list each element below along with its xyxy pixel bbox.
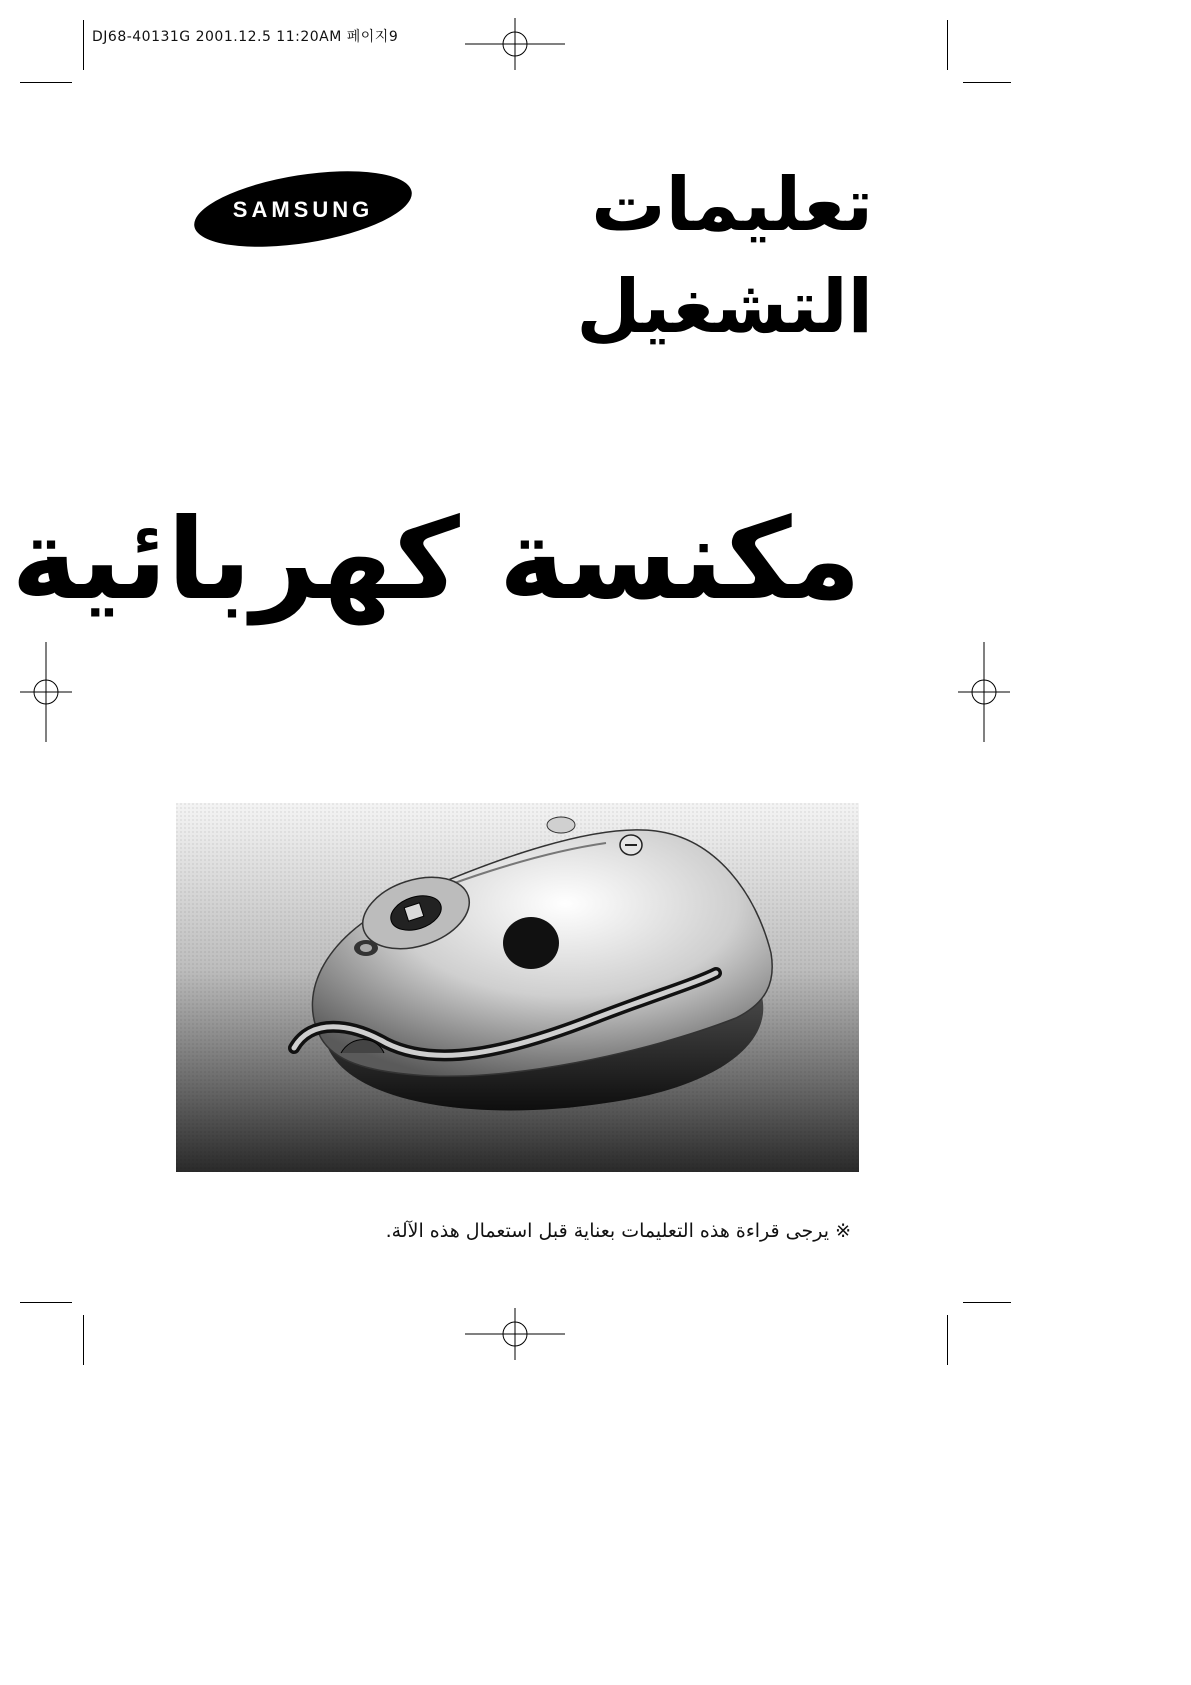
crop-mark bbox=[963, 82, 1011, 83]
note-text: يرجى قراءة هذه التعليمات بعناية قبل استعمال هذه الآلة. bbox=[385, 1220, 830, 1242]
reading-note bbox=[386, 1220, 851, 1242]
registration-mark-icon bbox=[465, 1308, 565, 1360]
registration-mark-icon bbox=[465, 18, 565, 70]
samsung-logo bbox=[192, 168, 414, 250]
crop-mark bbox=[963, 1302, 1011, 1303]
crop-mark bbox=[83, 1315, 84, 1365]
registration-mark-icon bbox=[20, 642, 72, 742]
logo-wordmark: SAMSUNG bbox=[232, 197, 374, 222]
note-mark-icon: ※ bbox=[835, 1220, 851, 1242]
crop-mark bbox=[947, 1315, 948, 1365]
crop-mark bbox=[947, 20, 948, 70]
print-header: DJ68-40131G 2001.12.5 11:20AM 페이지9 bbox=[92, 29, 399, 45]
product-title: مكنسة كهربائية bbox=[11, 495, 861, 625]
crop-mark bbox=[20, 1302, 72, 1303]
vacuum-cleaner-image bbox=[176, 803, 859, 1172]
manual-title-line2: التشغيل bbox=[576, 264, 873, 350]
crop-mark bbox=[83, 20, 84, 70]
manual-title-line1: تعليمات bbox=[591, 162, 873, 248]
crop-mark bbox=[20, 82, 72, 83]
registration-mark-icon bbox=[958, 642, 1010, 742]
